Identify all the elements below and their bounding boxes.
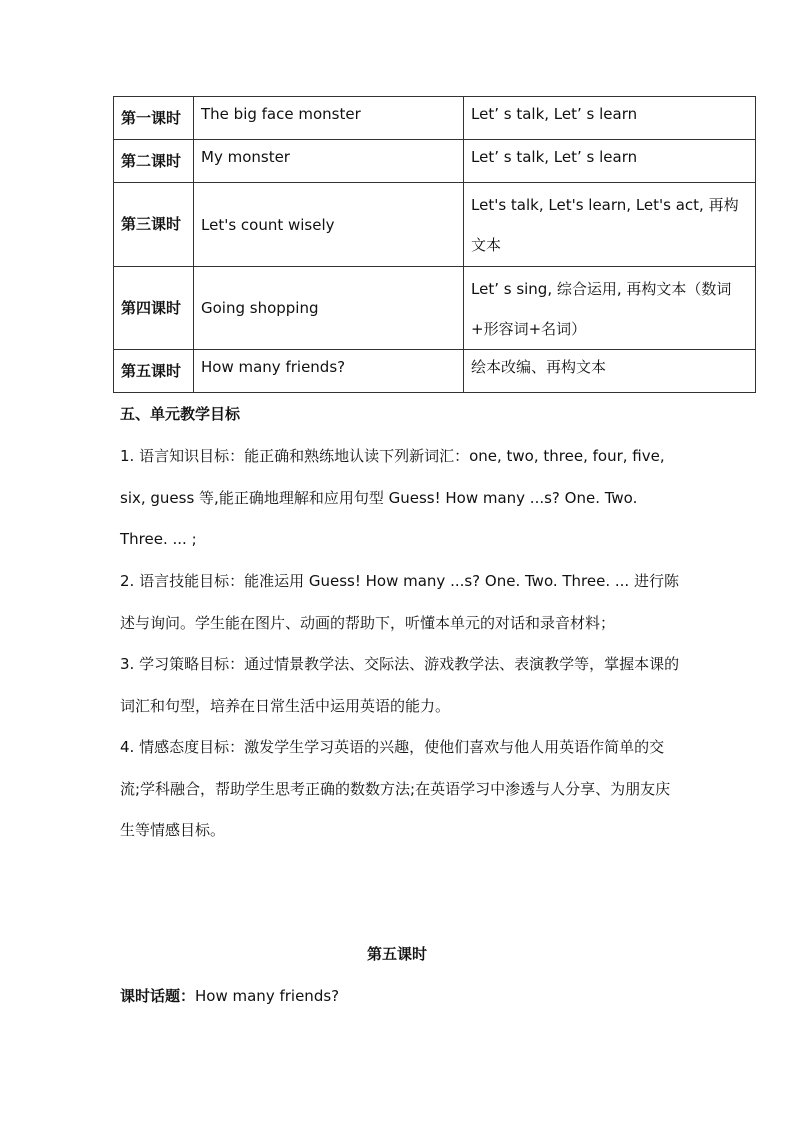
table-row bbox=[114, 97, 756, 140]
lesson-number-cell: 第一课时 bbox=[114, 97, 194, 140]
lesson-number-cell: 第五课时 bbox=[114, 350, 194, 393]
section-heading: 五、单元教学目标 bbox=[120, 406, 241, 423]
lesson-title-cell: The big face monster bbox=[194, 97, 464, 140]
lesson-number-cell: 第四课时 bbox=[114, 267, 194, 350]
lesson-topic bbox=[120, 985, 339, 1006]
lesson-title: 第五课时 bbox=[366, 945, 427, 963]
table-row bbox=[114, 267, 756, 350]
objective-paragraph: 2. 语言技能目标：能准运用 Guess! How many ...s? One. Two. Three. ... 进行陈述与询问。学生能在图片、动画的帮助下，听懂本单元的对话和录音材料； bbox=[120, 572, 679, 632]
topic-label: 课时话题： bbox=[120, 987, 196, 1005]
lesson-number-cell: 第二课时 bbox=[114, 140, 194, 183]
lesson-content-cell: Let's talk, Let's learn, Let's act, 再构文本 bbox=[464, 183, 756, 267]
topic-value: How many friends? bbox=[195, 987, 340, 1005]
table-row bbox=[114, 350, 756, 393]
table-row bbox=[114, 140, 756, 183]
lesson-content-cell: Let’ s talk, Let’ s learn bbox=[464, 97, 756, 140]
lesson-title-cell: My monster bbox=[194, 140, 464, 183]
lesson-number-cell: 第三课时 bbox=[114, 183, 194, 267]
objective-paragraph: 3. 学习策略目标：通过情景教学法、交际法、游戏教学法、表演教学等，掌握本课的词汇和句型，培养在日常生活中运用英语的能力。 bbox=[120, 655, 680, 715]
objective-paragraph: 1. 语言知识目标：能正确和熟练地认读下列新词汇：one, two, three, four, five, six, guess 等,能正确地理解和应用句型 Guess! How many ...s? One. Two. Three. ... ; bbox=[120, 447, 665, 548]
lesson-title-cell: Let's count wisely bbox=[194, 183, 464, 267]
lesson-content-cell: 绘本改编、再构文本 bbox=[464, 350, 756, 393]
lesson-title-cell: How many friends? bbox=[194, 350, 464, 393]
table-row bbox=[114, 183, 756, 267]
lesson-content-cell: Let’ s sing, 综合运用, 再构文本（数词+形容词+名词） bbox=[464, 267, 756, 350]
lesson-title-cell: Going shopping bbox=[194, 267, 464, 350]
lesson-content-cell: Let’ s talk, Let’ s learn bbox=[464, 140, 756, 183]
lesson-plan-table bbox=[113, 96, 756, 393]
objective-paragraph: 4. 情感态度目标：激发学生学习英语的兴趣，使他们喜欢与他人用英语作简单的交流;学科融合，帮助学生思考正确的数数方法;在英语学习中渗透与人分享、为朋友庆生等情感目标。 bbox=[120, 738, 671, 839]
